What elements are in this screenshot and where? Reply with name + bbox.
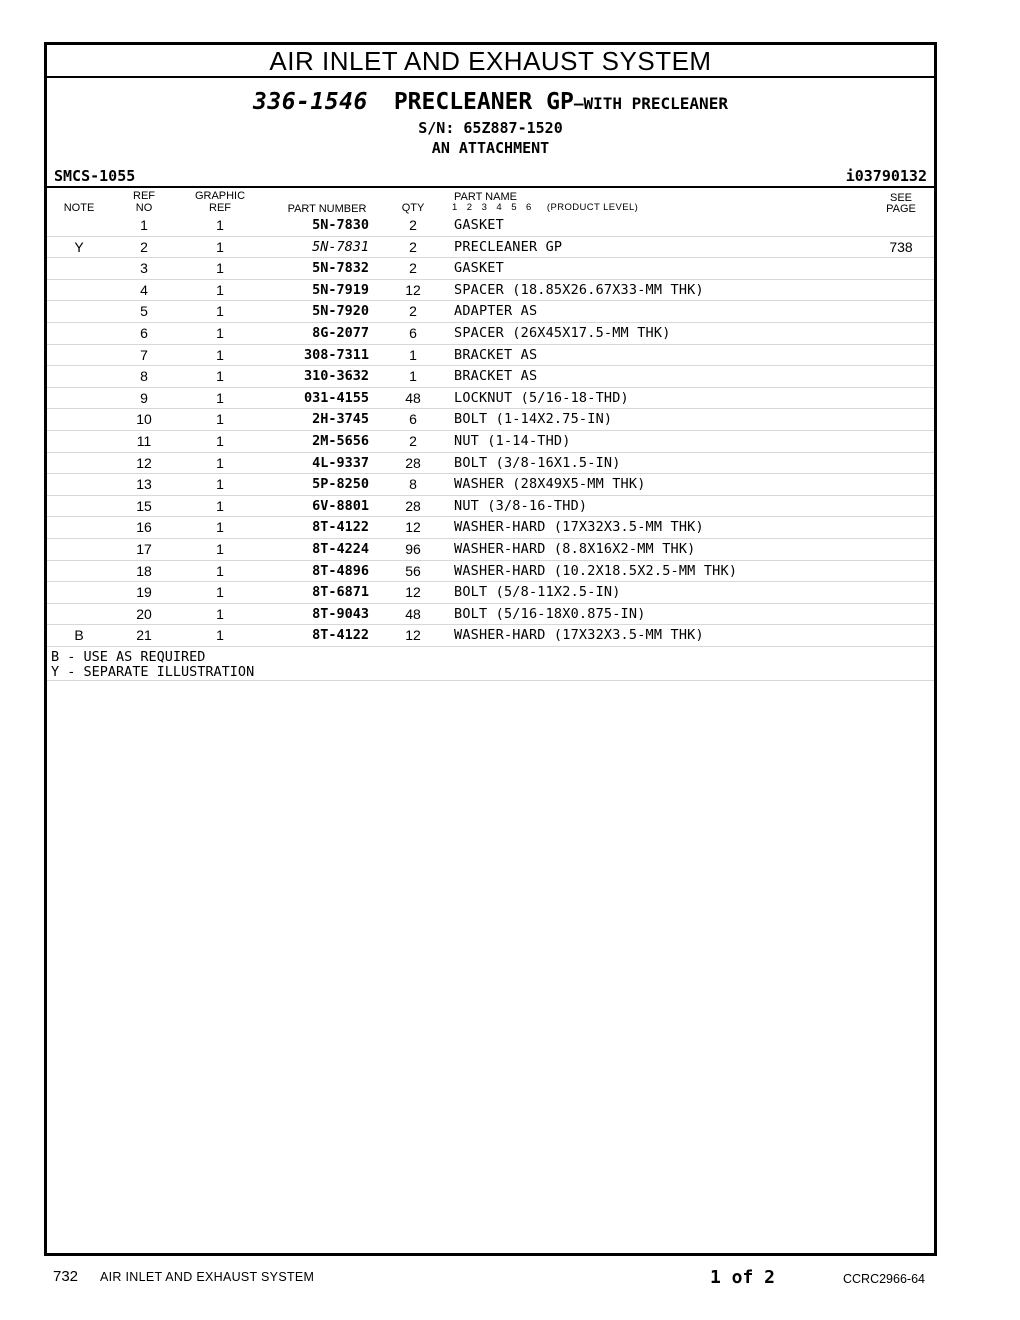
cell-part-number: 8T-4224 xyxy=(312,540,369,557)
cell-qty: 12 xyxy=(405,281,421,298)
cell-part-number: 310-3632 xyxy=(303,368,369,385)
cell-graphic-ref: 1 xyxy=(216,324,224,341)
cell-part-name: NUT (3/8-16-THD) xyxy=(454,497,588,514)
cell-graphic-ref: 1 xyxy=(216,281,224,298)
illustration-id: i03790132 xyxy=(845,167,927,185)
cell-part-number: 031-4155 xyxy=(303,389,369,406)
cell-ref-no: 6 xyxy=(140,324,148,341)
table-row xyxy=(47,215,934,237)
cell-ref-no: 2 xyxy=(140,238,148,255)
notes-legend xyxy=(51,650,934,680)
cell-part-number: 4L-9337 xyxy=(312,454,369,471)
table-row xyxy=(47,582,934,604)
cell-ref-no: 1 xyxy=(140,217,148,233)
column-header-see-page: PAGE xyxy=(886,203,916,215)
cell-part-number: 8T-9043 xyxy=(312,605,369,622)
cell-graphic-ref: 1 xyxy=(216,584,224,601)
cell-graphic-ref: 1 xyxy=(216,238,224,255)
cell-part-number: 5N-7832 xyxy=(312,260,369,277)
footer-page-number: 732 xyxy=(53,1268,79,1285)
cell-qty: 12 xyxy=(405,519,421,536)
table-row xyxy=(47,539,934,561)
parts-table xyxy=(47,215,934,647)
cell-part-number: 5N-7919 xyxy=(312,281,369,298)
table-row xyxy=(47,517,934,539)
column-header-ref: REF xyxy=(133,190,155,202)
cell-qty: 56 xyxy=(405,562,421,579)
group-heading xyxy=(47,89,934,115)
cell-graphic-ref: 1 xyxy=(216,476,224,493)
cell-graphic-ref: 1 xyxy=(216,454,224,471)
cell-part-number: 6V-8801 xyxy=(312,497,369,514)
table-row xyxy=(47,561,934,583)
cell-qty: 2 xyxy=(409,303,417,320)
column-header-part-number: PART NUMBER xyxy=(287,203,367,215)
cell-qty: 8 xyxy=(409,476,417,493)
column-header-qty: QTY xyxy=(401,202,425,214)
cell-ref-no: 19 xyxy=(136,584,152,601)
table-row xyxy=(47,496,934,518)
cell-part-name: BOLT (5/8-11X2.5-IN) xyxy=(454,584,621,601)
cell-graphic-ref: 1 xyxy=(216,627,224,644)
cell-graphic-ref: 1 xyxy=(216,519,224,536)
cell-ref-no: 11 xyxy=(136,432,152,449)
cell-graphic-ref: 1 xyxy=(216,497,224,514)
note-b: B - USE AS REQUIRED xyxy=(51,649,206,665)
attachment-label: AN ATTACHMENT xyxy=(431,139,550,157)
cell-qty: 28 xyxy=(405,454,421,471)
cell-part-name: GASKET xyxy=(454,260,504,277)
column-header-graphic: GRAPHIC xyxy=(194,190,246,202)
cell-graphic-ref: 1 xyxy=(216,540,224,557)
column-header-ref-no: NO xyxy=(135,202,153,214)
table-row xyxy=(47,258,934,280)
cell-qty: 48 xyxy=(405,389,421,406)
table-row xyxy=(47,409,934,431)
cell-part-name: SPACER (18.85X26.67X33-MM THK) xyxy=(454,281,704,298)
table-row xyxy=(47,366,934,388)
cell-ref-no: 21 xyxy=(136,627,152,644)
cell-ref-no: 17 xyxy=(136,540,152,557)
cell-qty: 12 xyxy=(405,584,421,601)
cell-ref-no: 5 xyxy=(140,303,148,320)
section-title: AIR INLET AND EXHAUST SYSTEM xyxy=(47,45,934,78)
group-name: PRECLEANER GP xyxy=(393,89,574,115)
cell-part-name: WASHER-HARD (17X32X3.5-MM THK) xyxy=(454,627,704,644)
cell-graphic-ref: 1 xyxy=(216,260,224,277)
table-row xyxy=(47,345,934,367)
cell-ref-no: 9 xyxy=(140,389,148,406)
cell-part-number: 8T-4122 xyxy=(312,627,369,644)
cell-ref-no: 3 xyxy=(140,260,148,277)
cell-part-name: WASHER (28X49X5-MM THK) xyxy=(454,476,646,493)
cell-ref-no: 16 xyxy=(136,519,152,536)
table-row xyxy=(47,323,934,345)
cell-part-name: BOLT (5/16-18X0.875-IN) xyxy=(454,605,646,622)
cell-ref-no: 15 xyxy=(136,497,152,514)
cell-part-name: BOLT (1-14X2.75-IN) xyxy=(454,411,613,428)
cell-part-name: WASHER-HARD (8.8X16X2-MM THK) xyxy=(454,540,696,557)
cell-part-name: BRACKET AS xyxy=(454,368,538,385)
cell-ref-no: 10 xyxy=(136,411,152,428)
cell-part-number: 8T-4122 xyxy=(312,519,369,536)
cell-ref-no: 13 xyxy=(136,476,152,493)
cell-qty: 48 xyxy=(405,605,421,622)
cell-part-number: 8G-2077 xyxy=(312,324,369,341)
cell-see-page[interactable]: 738 xyxy=(889,238,913,255)
cell-part-name: PRECLEANER GP xyxy=(454,238,563,255)
table-row xyxy=(47,237,934,259)
cell-part-name: LOCKNUT (5/16-18-THD) xyxy=(454,389,629,406)
table-row xyxy=(47,301,934,323)
cell-ref-no: 7 xyxy=(140,346,148,363)
cell-part-number: 2H-3745 xyxy=(312,411,369,428)
cell-part-name: ADAPTER AS xyxy=(454,303,538,320)
cell-qty: 2 xyxy=(409,217,417,233)
cell-qty: 2 xyxy=(409,432,417,449)
cell-part-number: 5P-8250 xyxy=(312,476,369,493)
footer-document-code: CCRC2966-64 xyxy=(843,1272,925,1286)
cell-graphic-ref: 1 xyxy=(216,605,224,622)
cell-note: Y xyxy=(74,238,84,255)
serial-range: S/N: 65Z887-1520 xyxy=(418,119,563,137)
cell-qty: 2 xyxy=(409,260,417,277)
smcs-code: SMCS-1055 xyxy=(54,167,136,185)
cell-graphic-ref: 1 xyxy=(216,303,224,320)
cell-part-name: BRACKET AS xyxy=(454,346,538,363)
cell-ref-no: 8 xyxy=(140,368,148,385)
cell-part-name: BOLT (3/8-16X1.5-IN) xyxy=(454,454,621,471)
footer-section-title: AIR INLET AND EXHAUST SYSTEM xyxy=(100,1270,315,1284)
cell-part-number: 5N-7920 xyxy=(312,303,369,320)
cell-part-name: NUT (1-14-THD) xyxy=(454,432,571,449)
cell-graphic-ref: 1 xyxy=(216,411,224,428)
cell-qty: 28 xyxy=(405,497,421,514)
cell-qty: 1 xyxy=(409,346,417,363)
column-header-graphic-ref: REF xyxy=(209,202,231,214)
table-row xyxy=(47,474,934,496)
cell-ref-no: 20 xyxy=(136,605,152,622)
table-row xyxy=(47,453,934,475)
table-row xyxy=(47,431,934,453)
cell-qty: 12 xyxy=(405,627,421,644)
group-suffix: —WITH PRECLEANER xyxy=(573,94,728,113)
column-header-part-name: PART NAME xyxy=(454,191,517,203)
footer-page-count: 1 of 2 xyxy=(710,1267,776,1288)
cell-graphic-ref: 1 xyxy=(216,346,224,363)
header-divider xyxy=(47,186,934,188)
cell-ref-no: 18 xyxy=(136,562,152,579)
table-row xyxy=(47,388,934,410)
cell-ref-no: 4 xyxy=(140,281,148,298)
cell-ref-no: 12 xyxy=(136,454,152,471)
group-number: 336-1546 xyxy=(253,89,368,115)
cell-part-number: 2M-5656 xyxy=(312,432,369,449)
cell-part-number: 8T-4896 xyxy=(312,562,369,579)
column-header-product-level: 1 2 3 4 5 6 (PRODUCT LEVEL) xyxy=(452,202,639,213)
column-header-note: NOTE xyxy=(63,202,95,214)
notes-divider xyxy=(47,680,934,681)
parts-page-frame xyxy=(44,42,937,1256)
cell-note: B xyxy=(74,627,84,644)
cell-graphic-ref: 1 xyxy=(216,389,224,406)
table-row xyxy=(47,604,934,626)
table-row xyxy=(47,280,934,302)
cell-part-name: SPACER (26X45X17.5-MM THK) xyxy=(454,324,671,341)
cell-qty: 6 xyxy=(409,411,417,428)
cell-part-number: 8T-6871 xyxy=(312,584,369,601)
cell-qty: 96 xyxy=(405,540,421,557)
cell-graphic-ref: 1 xyxy=(216,562,224,579)
note-y: Y - SEPARATE ILLUSTRATION xyxy=(51,664,255,680)
cell-part-name: GASKET xyxy=(454,217,504,233)
cell-qty: 6 xyxy=(409,324,417,341)
cell-part-name: WASHER-HARD (10.2X18.5X2.5-MM THK) xyxy=(454,562,738,579)
cell-part-name: WASHER-HARD (17X32X3.5-MM THK) xyxy=(454,519,704,536)
cell-graphic-ref: 1 xyxy=(216,368,224,385)
cell-graphic-ref: 1 xyxy=(216,217,224,233)
cell-part-number: 5N-7830 xyxy=(312,217,369,233)
cell-qty: 1 xyxy=(409,368,417,385)
table-row xyxy=(47,625,934,647)
cell-graphic-ref: 1 xyxy=(216,432,224,449)
cell-part-number: 308-7311 xyxy=(303,346,369,363)
column-header-see: SEE xyxy=(889,192,912,204)
cell-qty: 2 xyxy=(409,238,417,255)
cell-part-number: 5N-7831 xyxy=(312,238,369,255)
